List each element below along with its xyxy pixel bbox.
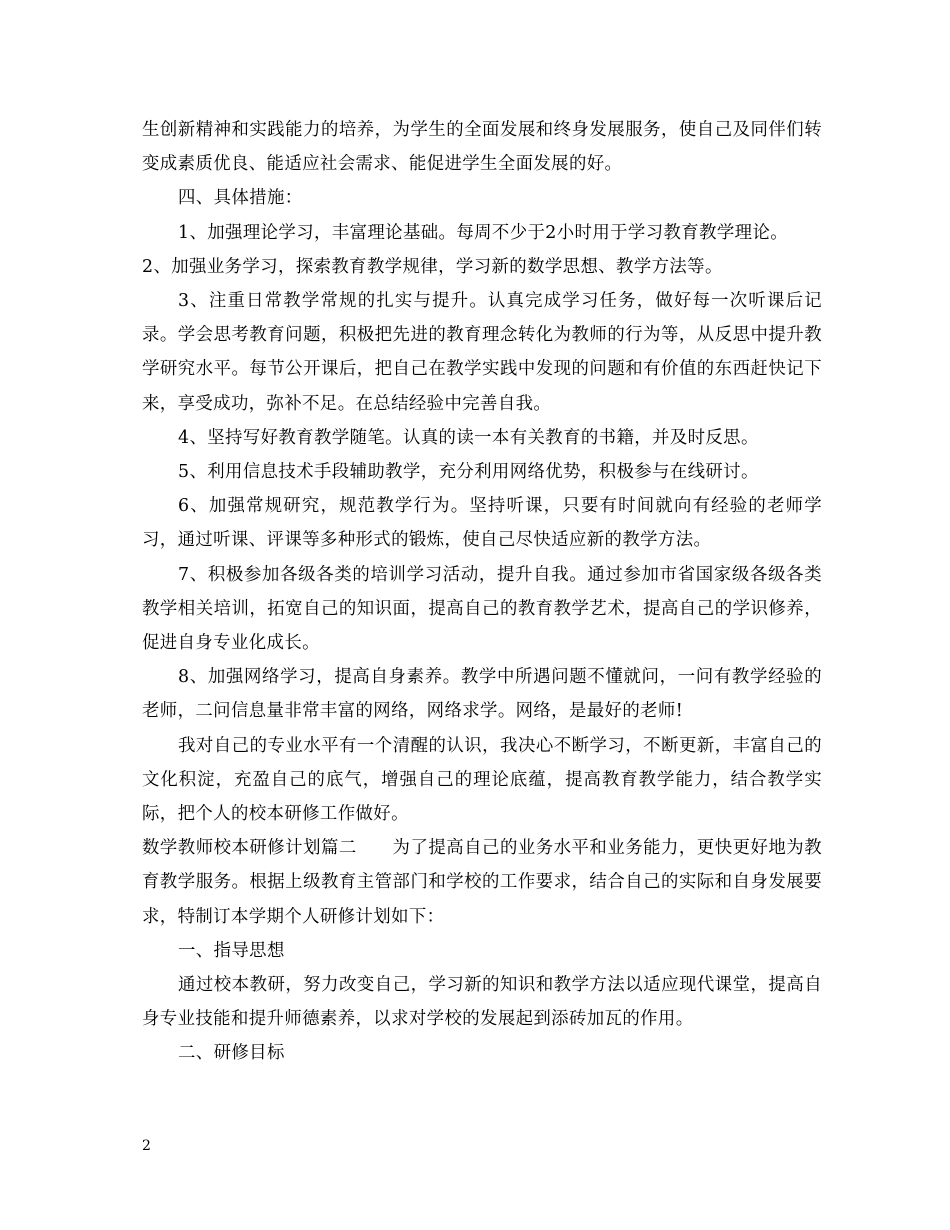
- paragraph-conclusion: 我对自己的专业水平有一个清醒的认识，我决心不断学习，不断更新，丰富自己的文化积淀，充盈自己的底气，增强自己的理论底蕴，提高教育教学能力，结合教学实际，把个人的校本研修工作做好。: [142, 735, 822, 825]
- measure-item-2: 2、加强业务学习，探索教育教学规律，学习新的数学思想、教学方法等。: [142, 256, 723, 277]
- measure-item-1: 1、加强理论学习，丰富理论基础。每周不少于2小时用于学习教育教学理论。: [178, 222, 789, 243]
- paragraph-guiding-thought: 通过校本教研，努力改变自己，学习新的知识和教学方法以适应现代课堂，提高自身专业技能和提升师德素养，以求对学校的发展起到添砖加瓦的作用。: [142, 975, 822, 1030]
- paragraph-continuation: 生创新精神和实践能力的培养，为学生的全面发展和终身发展服务，使自己及同伴们转变成素质优良、能适应社会需求、能促进学生全面发展的好。: [142, 120, 822, 175]
- measure-item-3: 3、注重日常教学常规的扎实与提升。认真完成学习任务，做好每一次听课后记录。学会思考教育问题，积极把先进的教育理念转化为教师的行为等，从反思中提升教学研究水平。每节公开课后，把自己在教学实践中发现的问题和有价值的东西赶快记下来，享受成功，弥补不足。在总结经验中完善自我。: [142, 291, 822, 414]
- section-heading-guiding-thought: 一、指导思想: [178, 940, 285, 961]
- measure-item-8: 8、加强网络学习，提高自身素养。教学中所遇问题不懂就问，一问有教学经验的老师，二问信息量非常丰富的网络，网络求学。网络，是最好的老师!: [142, 667, 822, 722]
- section-heading-measures: 四、具体措施：: [178, 188, 303, 209]
- measure-item-6: 6、加强常规研究，规范教学行为。坚持听课，只要有时间就向有经验的老师学习，通过听课、评课等多种形式的锻炼，使自己尽快适应新的教学方法。: [142, 496, 822, 551]
- measure-item-5: 5、利用信息技术手段辅助教学，充分利用网络优势，积极参与在线研讨。: [178, 462, 759, 483]
- measure-item-4: 4、坚持写好教育教学随笔。认真的读一本有关教育的书籍，并及时反思。: [178, 427, 759, 448]
- plan-two-intro: 数学教师校本研修计划篇二 为了提高自己的业务水平和业务能力，更快更好地为教育教学服务。根据上级教育主管部门和学校的工作要求，结合自己的实际和自身发展要求，特制订本学期个人研修计划如下：: [142, 838, 822, 927]
- page-number: 2: [142, 1138, 151, 1154]
- measure-item-7: 7、积极参加各级各类的培训学习活动，提升自我。通过参加市省国家级各级各类教学相关培训，拓宽自己的知识面，提高自己的教育教学艺术，提高自己的学识修养，促进自身专业化成长。: [142, 564, 822, 654]
- section-heading-goals: 二、研修目标: [178, 1043, 285, 1064]
- document-body: [142, 113, 822, 1071]
